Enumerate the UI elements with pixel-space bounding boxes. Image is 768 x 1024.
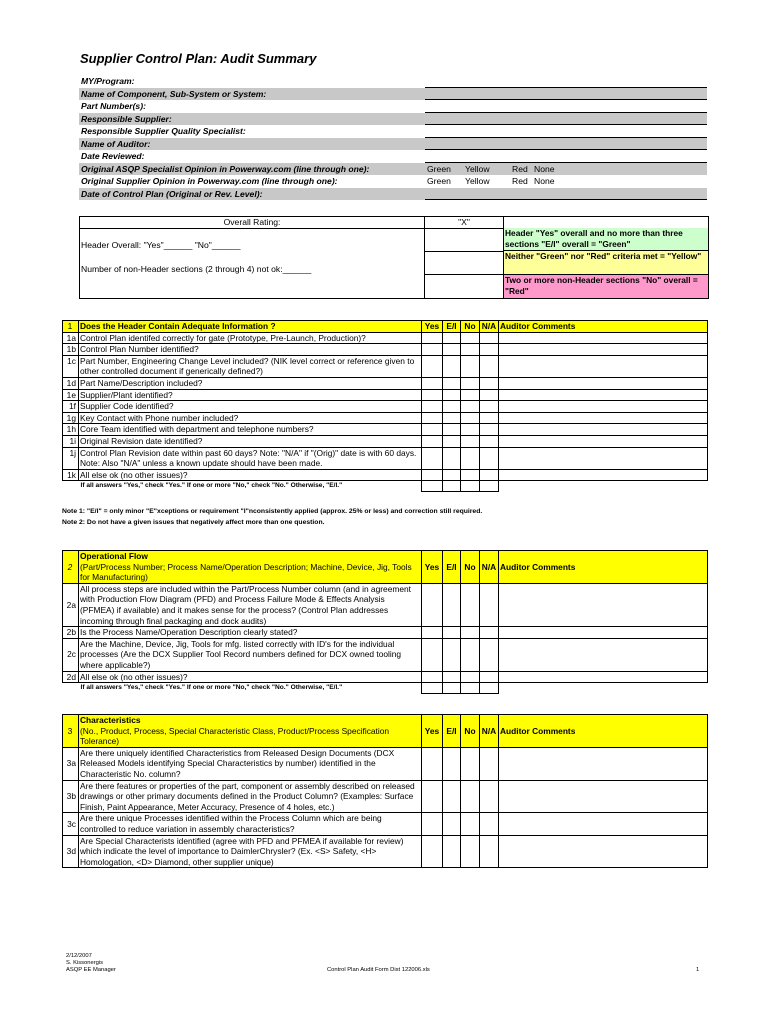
check-na[interactable] (480, 344, 499, 356)
note-2: Note 2: Do not have a given issues that negatively affect more than one question. (62, 519, 325, 526)
check-no[interactable] (461, 583, 480, 626)
check-ei[interactable] (443, 638, 461, 671)
section-1-header: 1 Does the Header Contain Adequate Information ? Yes E/I No N/A Auditor Comments (63, 321, 708, 333)
check-ei[interactable] (443, 377, 461, 389)
check-na[interactable] (480, 813, 499, 835)
x-box-red[interactable] (425, 275, 503, 297)
header-info-block (79, 75, 707, 200)
section-3-table (62, 714, 708, 868)
check-yes[interactable] (422, 377, 443, 389)
check-ei[interactable] (443, 671, 461, 683)
overall-ei[interactable] (443, 481, 461, 492)
info-row-date-reviewed[interactable]: Date Reviewed: (79, 150, 707, 163)
check-ei[interactable] (443, 332, 461, 344)
check-ei[interactable] (443, 780, 461, 813)
option-yellow[interactable]: Yellow (465, 163, 490, 174)
check-yes[interactable] (422, 627, 443, 639)
check-na[interactable] (480, 638, 499, 671)
check-yes[interactable] (422, 835, 443, 868)
check-no[interactable] (461, 332, 480, 344)
check-ei[interactable] (443, 627, 461, 639)
check-ei[interactable] (443, 389, 461, 401)
option-yellow[interactable]: Yellow (465, 176, 490, 186)
part-number-field[interactable] (425, 100, 707, 113)
check-no[interactable] (461, 638, 480, 671)
program-field[interactable] (425, 75, 707, 88)
footer-left (66, 953, 116, 974)
header-overall-line[interactable]: Header Overall: "Yes"______ "No"______ (81, 240, 241, 250)
footer-page-number: 1 (696, 967, 700, 973)
check-na[interactable] (480, 435, 499, 447)
check-yes[interactable] (422, 401, 443, 413)
asqp-opinion-options[interactable] (425, 163, 707, 176)
info-row-program[interactable]: MY/Program: (79, 75, 707, 88)
overall-rating-box (79, 216, 709, 299)
info-row-sqs[interactable]: Responsible Supplier Quality Specialist: (79, 125, 707, 138)
check-yes[interactable] (422, 344, 443, 356)
check-yes[interactable] (422, 435, 443, 447)
rating-left (80, 217, 425, 298)
question-row-1h: 1h Core Team identified with department and telephone numbers? (63, 424, 708, 436)
question-row-1i: 1i Original Revision date identified? (63, 435, 708, 447)
check-ei[interactable] (443, 435, 461, 447)
comment-cell[interactable] (499, 813, 708, 835)
check-ei[interactable] (443, 412, 461, 424)
overall-na[interactable] (480, 481, 499, 492)
question-row-1j: 1j Control Plan Revision date within past 60 days? Note: "N/A" if "(Orig)" date is with 60 days. Note: Also "N/A" unless a known update should have been made. (63, 447, 708, 469)
x-box-green[interactable] (425, 229, 503, 252)
criteria-yellow: Neither "Green" nor "Red" criteria met = "Yellow" (504, 251, 708, 275)
question-row-2a: 2a All process steps are included within the Part/Process Number column (and in agreement with Production Flow Diagram (PFD) and Process Failure Mode & Effects Analysis (PFMEA) if available) and it makes sense for the process? (Control Plan addresses incoming through final packaging and dock audits) (63, 583, 708, 626)
check-no[interactable] (461, 344, 480, 356)
check-no[interactable] (461, 780, 480, 813)
check-no[interactable] (461, 747, 480, 780)
question-row-1e: 1e Supplier/Plant identified? (63, 389, 708, 401)
overall-no[interactable] (461, 481, 480, 492)
comment-cell[interactable] (499, 638, 708, 671)
check-na[interactable] (480, 747, 499, 780)
question-row-1a: 1a Control Plan identifed correctly for gate (Prototype, Pre-Launch, Production)? (63, 332, 708, 344)
check-ei[interactable] (443, 424, 461, 436)
question-row-3a: 3a Are there uniquely identified Characteristics from Released Design Documents (DCX Released Models identifying Special Characteristics by number) identified in the Characteristic No. column? (63, 747, 708, 780)
page-title: Supplier Control Plan: Audit Summary (80, 51, 317, 66)
section-2-header: 2 Operational Flow (Part/Process Number; Process Name/Operation Description; Machine, Device, Jig, Tools for Manufacturing) Yes E/I No N/A Auditor Comments (63, 551, 708, 584)
section-2-table (62, 550, 708, 694)
check-ei[interactable] (443, 447, 461, 469)
check-na[interactable] (480, 355, 499, 377)
date-reviewed-field[interactable] (425, 150, 707, 163)
x-box-yellow[interactable] (425, 252, 503, 275)
check-na[interactable] (480, 401, 499, 413)
comment-cell[interactable] (499, 835, 708, 868)
option-none[interactable]: None (534, 176, 555, 186)
overall-na[interactable] (480, 683, 499, 694)
check-no[interactable] (461, 835, 480, 868)
info-row-auditor[interactable]: Name of Auditor: (79, 138, 707, 151)
section-1-summary (63, 481, 708, 492)
info-row-cp-date[interactable]: Date of Control Plan (Original or Rev. Level): (79, 188, 707, 201)
check-ei[interactable] (443, 355, 461, 377)
check-no[interactable] (461, 424, 480, 436)
criteria-red: Two or more non-Header sections "No" overall = "Red" (504, 275, 708, 298)
check-no[interactable] (461, 412, 480, 424)
comment-cell[interactable] (499, 424, 708, 436)
check-yes[interactable] (422, 424, 443, 436)
section-2-instruction: If all answers "Yes," check "Yes." If one or more "No," check "No." Otherwise, "E/I." (80, 684, 343, 692)
rating-criteria (504, 217, 708, 298)
check-no[interactable] (461, 469, 480, 481)
check-yes[interactable] (422, 389, 443, 401)
auditor-field[interactable] (425, 138, 707, 151)
comment-cell[interactable] (499, 401, 708, 413)
section-3-title: Characteristics (No., Product, Process, Special Characteristic Class, Product/Process Specification Tolerance) (79, 715, 422, 748)
info-row-part-number[interactable]: Part Number(s): (79, 100, 707, 113)
check-ei[interactable] (443, 583, 461, 626)
check-ei[interactable] (443, 813, 461, 835)
check-yes[interactable] (422, 747, 443, 780)
comment-cell[interactable] (499, 332, 708, 344)
check-na[interactable] (480, 377, 499, 389)
overall-yes[interactable] (422, 683, 443, 694)
info-row-component[interactable]: Name of Component, Sub-System or System: (79, 88, 707, 101)
question-row-1c: 1c Part Number, Engineering Change Level included? (NIK level correct or reference given to other controlled document if generically defined?) (63, 355, 708, 377)
section-3-header: 3 Characteristics (No., Product, Process, Special Characteristic Class, Product/Process Specification Tolerance) Yes E/I No N/A Auditor Comments (63, 715, 708, 748)
check-na[interactable] (480, 447, 499, 469)
question-row-1b: 1b Control Plan Number identified? (63, 344, 708, 356)
overall-yes[interactable] (422, 481, 443, 492)
question-row-3c: 3c Are there unique Processes identified within the Process Column which are being controlled to reduce variation in assembly characteristics? (63, 813, 708, 835)
check-no[interactable] (461, 435, 480, 447)
check-no[interactable] (461, 671, 480, 683)
check-yes[interactable] (422, 355, 443, 377)
footer-author: S. Kissonergis (66, 960, 104, 966)
option-none[interactable]: None (534, 163, 555, 174)
question-row-3d: 3d Are Special Characterists identified (agree with PFD and PFMEA if available for review) which indicate the level of importance to DaimlerChrysler? (Ex. <S> Safety, <H> Homologation, <D> Diamond, other supplier unique) (63, 835, 708, 868)
check-na[interactable] (480, 583, 499, 626)
comment-cell[interactable] (499, 377, 708, 389)
footer-role: ASQP EE Manager (66, 967, 116, 973)
check-ei[interactable] (443, 344, 461, 356)
comment-cell[interactable] (499, 583, 708, 626)
sqs-field[interactable] (425, 125, 707, 138)
comment-cell[interactable] (499, 780, 708, 813)
section-2-summary (63, 683, 708, 694)
comment-cell[interactable] (499, 469, 708, 481)
question-row-1k: 1k All else ok (no other issues)? (63, 469, 708, 481)
section-1-instruction: If all answers "Yes," check "Yes." If one or more "No," check "No." Otherwise, "E/I." (80, 482, 343, 490)
question-row-1d: 1d Part Name/Description included? (63, 377, 708, 389)
section-2-title: Operational Flow (Part/Process Number; Process Name/Operation Description; Machine, Device, Jig, Tools for Manufacturing) (79, 551, 422, 584)
rating-x-column (425, 217, 504, 298)
check-na[interactable] (480, 671, 499, 683)
option-green[interactable]: Green (427, 176, 451, 186)
component-field[interactable] (425, 88, 707, 101)
non-header-count-line[interactable]: Number of non-Header sections (2 through 4) not ok:______ (81, 264, 312, 274)
option-red[interactable]: Red (512, 176, 528, 186)
comment-cell[interactable] (499, 344, 708, 356)
check-na[interactable] (480, 469, 499, 481)
check-ei[interactable] (443, 469, 461, 481)
comment-cell[interactable] (499, 355, 708, 377)
check-yes[interactable] (422, 813, 443, 835)
check-yes[interactable] (422, 780, 443, 813)
x-label: "X" (425, 217, 503, 229)
comment-cell[interactable] (499, 435, 708, 447)
info-row-supplier-opinion[interactable]: Original Supplier Opinion in Powerway.com (line through one): Green Yellow Red None (79, 175, 707, 188)
check-yes[interactable] (422, 332, 443, 344)
check-yes[interactable] (422, 447, 443, 469)
supplier-field[interactable] (425, 113, 707, 126)
check-yes[interactable] (422, 583, 443, 626)
check-no[interactable] (461, 627, 480, 639)
footer-filename: Control Plan Audit Form Dist 122006.xls (327, 967, 430, 973)
question-row-2c: 2c Are the Machine, Device, Jig, Tools for mfg. listed correctly with ID's for the individual processes (Are the DCX Supplier Tool Record numbers defined for DCX owned tooling where applicable?) (63, 638, 708, 671)
question-row-2b: 2b Is the Process Name/Operation Description clearly stated? (63, 627, 708, 639)
criteria-green: Header "Yes" overall and no more than three sections "E/I" overall = "Green" (504, 228, 708, 251)
check-no[interactable] (461, 389, 480, 401)
supplier-opinion-options[interactable] (425, 175, 707, 188)
check-na[interactable] (480, 627, 499, 639)
question-row-2d: 2d All else ok (no other issues)? (63, 671, 708, 683)
check-ei[interactable] (443, 747, 461, 780)
check-no[interactable] (461, 447, 480, 469)
comment-cell[interactable] (499, 671, 708, 683)
check-yes[interactable] (422, 671, 443, 683)
comment-cell[interactable] (499, 412, 708, 424)
comment-cell[interactable] (499, 747, 708, 780)
check-na[interactable] (480, 412, 499, 424)
info-row-asqp-opinion[interactable]: Original ASQP Specialist Opinion in Powerway.com (line through one): Green Yellow Red None (79, 163, 707, 176)
option-green[interactable]: Green (427, 163, 451, 174)
comment-cell[interactable] (499, 627, 708, 639)
info-row-supplier[interactable]: Responsible Supplier: (79, 113, 707, 126)
check-yes[interactable] (422, 469, 443, 481)
check-no[interactable] (461, 355, 480, 377)
footer-date: 2/12/2007 (66, 953, 92, 959)
check-no[interactable] (461, 377, 480, 389)
check-no[interactable] (461, 401, 480, 413)
comment-cell[interactable] (499, 447, 708, 469)
check-na[interactable] (480, 424, 499, 436)
question-row-3b: 3b Are there features or properties of the part, component or assembly described on released drawings or other primary documents defined in the Product Column? (Examples: Surface Finish, Paint Appearance, Meter Accuracy, Presence of 4 holes, etc.) (63, 780, 708, 813)
overall-no[interactable] (461, 683, 480, 694)
cp-date-field[interactable] (425, 188, 707, 201)
question-row-1f: 1f Supplier Code identified? (63, 401, 708, 413)
check-no[interactable] (461, 813, 480, 835)
overall-ei[interactable] (443, 683, 461, 694)
check-ei[interactable] (443, 401, 461, 413)
option-red[interactable]: Red (512, 163, 528, 174)
check-yes[interactable] (422, 412, 443, 424)
check-na[interactable] (480, 332, 499, 344)
section-1-title: Does the Header Contain Adequate Information ? (79, 321, 422, 333)
check-yes[interactable] (422, 638, 443, 671)
question-row-1g: 1g Key Contact with Phone number included? (63, 412, 708, 424)
note-1: Note 1: "E/I" = only minor "E"xceptions or requirement "I"nconsistently applied (approx. 25% or less) and correction still required. (62, 508, 483, 515)
comment-cell[interactable] (499, 389, 708, 401)
check-na[interactable] (480, 389, 499, 401)
check-na[interactable] (480, 835, 499, 868)
check-ei[interactable] (443, 835, 461, 868)
overall-rating-label: Overall Rating: (80, 217, 424, 229)
section-1-table (62, 320, 708, 492)
check-na[interactable] (480, 780, 499, 813)
